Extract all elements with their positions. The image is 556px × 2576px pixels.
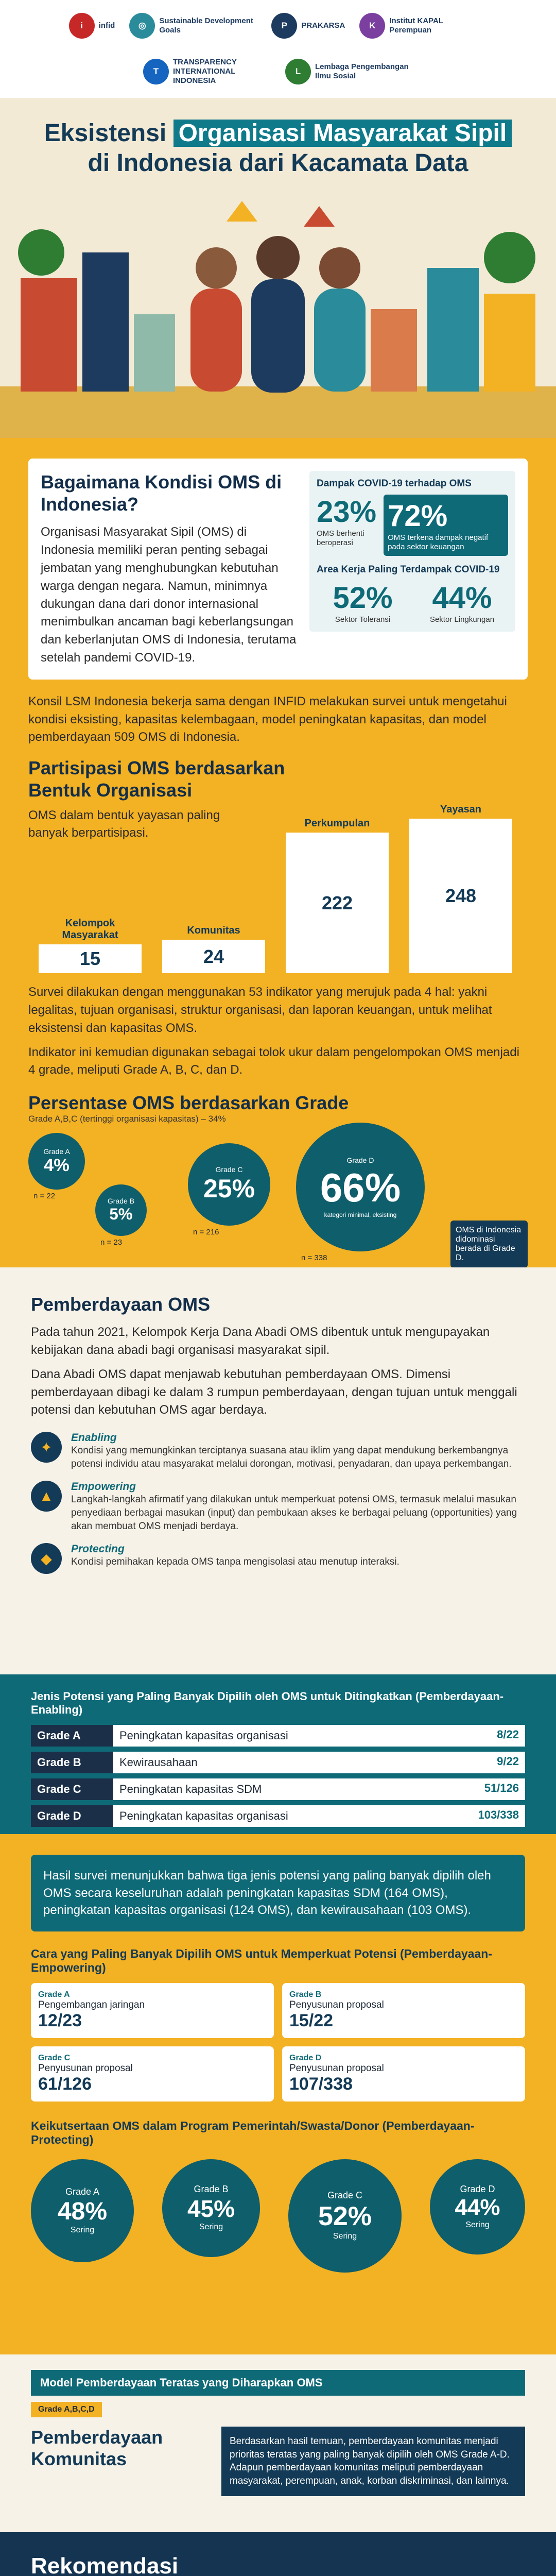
pemberdayaan-p2: Dana Abadi OMS dapat menjawab kebutuhan pemberdayaan OMS. Dimensi pemberdayaan dibagi ke dalam 3 rumpun pemberdayaan, dengan tujuan untuk menggali potensi dan kebutuhan OMS agar berdaya. [31, 1367, 517, 1417]
enabling-row: Grade D Peningkatan kapasitas organisasi 103/338 [31, 1805, 525, 1827]
keikutsertaan-circle: Grade C 52% Sering [288, 2159, 402, 2273]
kpi-berhenti: 23% [317, 495, 377, 529]
keikutsertaan-circle: Grade B 45% Sering [162, 2159, 260, 2257]
partisipasi-sub: OMS dalam bentuk yayasan paling banyak berpartisipasi. [28, 808, 220, 840]
bar-value: 15 [39, 944, 142, 973]
bar-label: Komunitas [187, 924, 240, 936]
hasil-text: Hasil survei menunjukkan bahwa tiga jenis potensi yang paling banyak dipilih oleh OMS secara keseluruhan adalah peningkatan kapasitas SDM (164 OMS), peningkatan kapasitas organisasi (124 OMS), dan kewirausahaan (103 OMS). [31, 1855, 525, 1931]
logo-prakarsa: P PRAKARSA [271, 13, 345, 39]
model-bar: Model Pemberdayaan Teratas yang Diharapkan OMS [31, 2370, 525, 2396]
community-illustration [0, 191, 556, 438]
model-section [0, 2354, 556, 2532]
keikutsertaan-circle: Grade D 44% Sering [430, 2159, 525, 2255]
bar-1 [162, 925, 265, 973]
bar-label: Perkumpulan [304, 818, 370, 829]
konsil-paragraph: Konsil LSM Indonesia bekerja sama dengan INFID melakukan survei untuk mengetahui kondisi eksisting, kapasitas kelembagaan, model peningkatan kapasitas, dan model pemberdayaan 509 OMS di Indonesia. [28, 694, 507, 744]
kpi-toleransi: 52% [333, 581, 393, 615]
model-desc: Berdasarkan hasil temuan, pemberdayaan komunitas menjadi prioritas teratas yang paling banyak dipilih oleh OMS Grade A-D. Adapun pemberdayaan komunitas meliputi pemberdayaan masyarakat, perempuan, anak, korban diskriminasi, dan lainnya. [221, 2427, 525, 2496]
cara-card: Grade D Penyusunan proposal 107/338 [282, 2046, 525, 2102]
bar-2 [286, 818, 389, 973]
empowering-icon: ▲ [31, 1481, 62, 1512]
kpi-keuangan: 72% [388, 499, 448, 533]
keikutsertaan-circle: Grade A 48% Sering [31, 2159, 134, 2262]
pillar-enabling: ✦ Enabling Kondisi yang memungkinkan terciptanya suasana atau iklim yang dapat mendukung berkembangnya potensi individu atau masyarakat melalui dorongan, motivasi, penyadaran, dan upaya perkembangan. [31, 1432, 525, 1470]
cara-card: Grade B Penyusunan proposal 15/22 [282, 1983, 525, 2038]
cara-card: Grade C Penyusunan proposal 61/126 [31, 2046, 274, 2102]
grade-n: n = 22 [33, 1192, 56, 1201]
indikator-p1: Survei dilakukan dengan menggunakan 53 indikator yang merujuk pada 4 hal: yakni legalitas, tujuan organisasi, struktur organisasi, dan laporan keuangan, untuk melihat eksistensi dan kapasitas OMS. [28, 985, 492, 1035]
partisipasi-chart [28, 757, 528, 973]
enabling-icon: ✦ [31, 1432, 62, 1463]
bar-value: 24 [162, 940, 265, 973]
protecting-icon: ◆ [31, 1543, 62, 1574]
grade-n: n = 23 [100, 1238, 123, 1247]
grade-sub: Grade A,B,C (tertinggi organisasi kapasitas) – 34% [28, 1114, 226, 1124]
cara-title: Cara yang Paling Banyak Dipilih OMS untuk Memperkuat Potensi (Pemberdayaan-Empowering) [31, 1946, 492, 1974]
keikutsertaan-row [31, 2159, 525, 2273]
grade-note: OMS di Indonesia didominasi berada di Grade D. [450, 1221, 528, 1268]
pillar-empowering: ▲ Empowering Langkah-langkah afirmatif yang dilakukan untuk memperkuat potensi OMS, termasuk melalui masukan penyediaan berbagai masukan (input) dan pembukaan akses ke berbagai peluang (opportunities) yang akan membuat OMS menjadi berdaya. [31, 1481, 525, 1533]
cara-grid [31, 1983, 525, 2102]
page-title: Eksistensi Organisasi Masyarakat Sipil di Indonesia dari Kacamata Data [0, 118, 556, 178]
covid-title: Dampak COVID-19 terhadap OMS [317, 478, 472, 489]
enabling-row: Grade C Peningkatan kapasitas SDM 51/126 [31, 1778, 525, 1800]
pillar-protecting: ◆ Protecting Kondisi pemihakan kepada OMS tanpa mengisolasi atau menutup interaksi. [31, 1543, 525, 1574]
keikutsertaan-title: Keikutsertaan OMS dalam Program Pemerintah/Swasta/Donor (Pemberdayaan-Protecting) [31, 2119, 475, 2146]
area-title: Area Kerja Paling Terdampak COVID-19 [317, 564, 500, 575]
kpi-lingkungan: 44% [432, 581, 492, 615]
logo-ti: T TRANSPARENCY INTERNATIONAL INDONESIA [143, 58, 271, 86]
grade-bubble: Grade B 5% [95, 1184, 147, 1236]
logo-sdg: ◎ Sustainable Development Goals [129, 13, 257, 39]
kondisi-section [0, 438, 556, 1267]
partisipasi-title: Partisipasi OMS berdasarkan Bentuk Organisasi [28, 757, 285, 801]
grade-bubble: Grade A 4% [28, 1133, 85, 1190]
bar-label: Yayasan [440, 804, 482, 816]
cara-card: Grade A Pengembangan jaringan 12/23 [31, 1983, 274, 2038]
bar-value: 222 [286, 833, 389, 973]
enabling-row: Grade B Kewirausahaan 9/22 [31, 1752, 525, 1773]
grade-chart [28, 1092, 528, 1277]
pemberdayaan-p1: Pada tahun 2021, Kelompok Kerja Dana Abadi OMS dibentuk untuk mengupayakan kebijakan dana abadi bagi organisasi masyarakat sipil. [31, 1325, 490, 1357]
hasil-section [0, 1834, 556, 2354]
bar-label: Kelompok Masyarakat [62, 918, 118, 941]
bar-0 [39, 918, 142, 973]
logo-kapal: K Institut KAPAL Perempuan [359, 13, 487, 39]
model-title: Pemberdayaan Komunitas [31, 2427, 163, 2469]
logo-lpis: L Lembaga Pengembangan Ilmu Sosial [285, 59, 413, 84]
kondisi-card: Bagaimana Kondisi OMS di Indonesia? Organisasi Masyarakat Sipil (OMS) di Indonesia memiliki peran penting sebagai jembatan yang menghubungkan kebutuhan warga dengan negara. Namun, minimnya dukungan dana dari donor internasional menimbulkan ancaman bagi keberlangsungan dan keberlanjutan OMS di Indonesia, terutama setelah pandemi COVID-19. Dampak COVID-19 terhadap OMS 23% OMS berhenti beroperasi 72% OMS terkena dampak negatif pada sektor keuangan Area Kerja Paling Terdampak COVID-19 52% Sektor Toleransi 44% Sektor Lingkungan [28, 459, 528, 680]
kondisi-title: Bagaimana Kondisi OMS di Indonesia? [41, 471, 282, 515]
rekomendasi-title: Rekomendasi [31, 2553, 179, 2576]
rekomendasi-section [0, 2532, 556, 2576]
grade-n: n = 216 [193, 1228, 219, 1237]
grade-bubble: Grade C 25% [188, 1143, 270, 1226]
model-tag: Grade A,B,C,D [31, 2402, 102, 2417]
logo-infid: i infid [69, 13, 115, 39]
grade-title: Persentase OMS berdasarkan Grade [28, 1092, 349, 1114]
lpis-logo-icon: L [285, 59, 311, 84]
ti-logo-icon: T [143, 59, 169, 84]
sdg-logo-icon: ◎ [129, 13, 155, 39]
kondisi-paragraph: Organisasi Masyarakat Sipil (OMS) di Indonesia memiliki peran penting sebagai jembatan yang menghubungkan kebutuhan warga dengan negara. Namun, minimnya dukungan dana dari donor internasional menimbulkan ancaman bagi keberlangsungan dan keberlanjutan OMS di Indonesia, terutama setelah pandemi COVID-19. [41, 525, 297, 665]
prakarsa-logo-icon: P [271, 13, 297, 39]
pemberdayaan-title: Pemberdayaan OMS [31, 1294, 211, 1315]
pemberdayaan-section [0, 1267, 556, 1674]
kapal-logo-icon: K [359, 13, 385, 39]
logo-header [0, 0, 556, 98]
bar-3 [409, 804, 512, 973]
hero-section [0, 98, 556, 438]
grade-bubble: Grade D 66% kategori minimal, eksisting [296, 1123, 425, 1251]
bar-value: 248 [409, 819, 512, 973]
grade-n: n = 338 [301, 1253, 327, 1263]
infid-logo-icon: i [69, 13, 95, 39]
enabling-row: Grade A Peningkatan kapasitas organisasi 8/22 [31, 1725, 525, 1747]
enabling-title: Jenis Potensi yang Paling Banyak Dipilih oleh OMS untuk Ditingkatkan (Pemberdayaan-Enabling) [31, 1690, 504, 1716]
enabling-section [0, 1674, 556, 1834]
indikator-p2: Indikator ini kemudian digunakan sebagai tolok ukur dalam pengelompokan OMS menjadi 4 grade, meliputi Grade A, B, C, dan D. [28, 1045, 519, 1077]
